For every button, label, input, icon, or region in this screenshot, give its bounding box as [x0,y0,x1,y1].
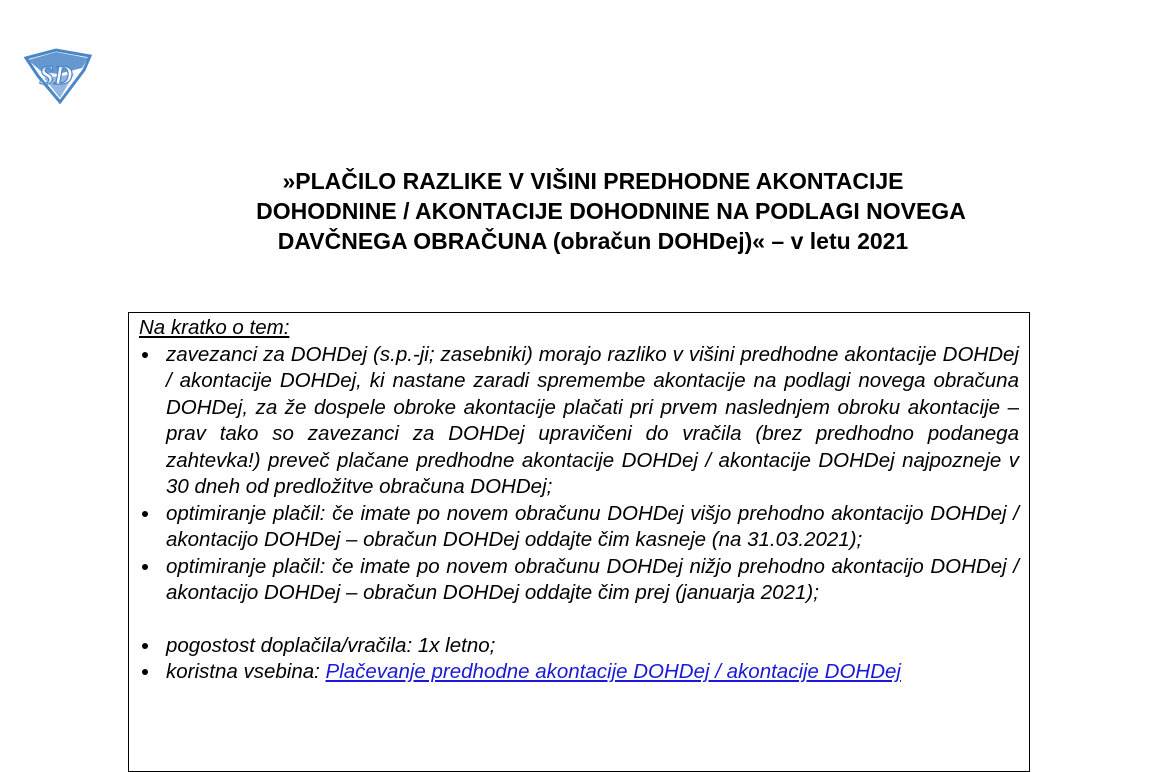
list-item: optimiranje plačil: če imate po novem obračunu DOHDej nižjo prehodno akontacijo DOHDej / akontacijo DOHDej – obračun DOHDej oddajte čim prej (januarja 2021); [139,554,1019,607]
summary-list [139,342,1019,686]
sd-logo-icon [22,48,94,104]
title-line-1: »PLAČILO RAZLIKE V VIŠINI PREDHODNE AKONTACIJE [282,168,904,194]
svg-text:SD: SD [39,61,73,90]
list-item: optimiranje plačil: če imate po novem obračunu DOHDej višjo prehodno akontacijo DOHDej / akontacijo DOHDej – obračun DOHDej oddajte čim kasneje (na 31.03.2021); [139,501,1019,554]
summary-box [128,312,1030,772]
list-item-useful-content [139,659,1019,686]
useful-content-label: koristna vsebina: [166,660,326,683]
title-line-3: DAVČNEGA OBRAČUNA (obračun DOHDej)« – v letu 2021 [277,228,909,254]
title-line-2: DOHODNINE / AKONTACIJE DOHODNINE NA PODLAGI NOVEGA [256,198,966,224]
document-title [120,166,1066,256]
summary-heading: Na kratko o tem: [139,316,290,339]
list-item: zavezanci za DOHDej (s.p.-ji; zasebniki) morajo razliko v višini predhodne akontacije DOHDej / akontacije DOHDej, ki nastane zaradi spremembe akontacije na podlagi novega obračuna DOHDej, za že dospele obroke akontacije plačati pri prvem naslednjem obroku akontacije – prav tako so zavezanci za DOHDej upravičeni do vračila (brez predhodno podanega zahtevka!) preveč plačane predhodne akontacije DOHDej / akontacije DOHDej najpozneje v 30 dneh od predložitve obračuna DOHDej; [139,342,1019,501]
useful-content-link[interactable]: Plačevanje predhodne akontacije DOHDej / akontacije DOHDej [325,660,901,683]
list-item: pogostost doplačila/vračila: 1x letno; [139,633,1019,660]
